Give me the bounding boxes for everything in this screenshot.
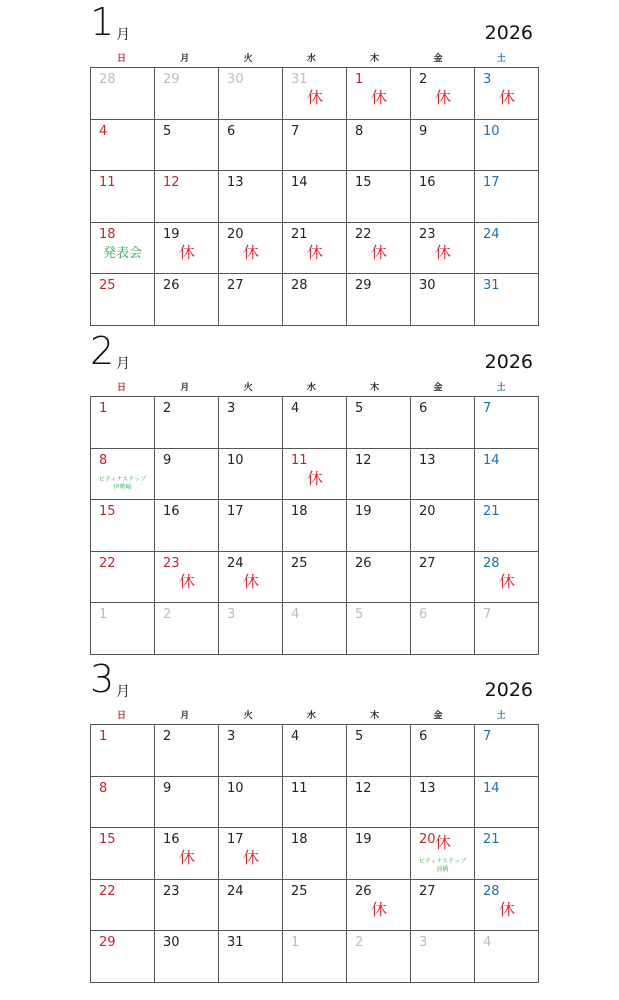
day-cell (91, 68, 155, 120)
day-number: 28 (291, 278, 308, 294)
day-number: 23 (419, 226, 436, 242)
day-cell (347, 171, 411, 223)
closed-day-mark: 休 (243, 242, 260, 262)
day-cell (283, 397, 347, 449)
day-cell (155, 931, 219, 983)
day-number: 9 (419, 123, 428, 139)
year-label: 2026 (484, 22, 533, 44)
weekday-header: 火 (243, 383, 253, 393)
day-cell (155, 68, 219, 120)
day-number: 20 (419, 504, 436, 520)
weekday-header: 金 (433, 383, 443, 393)
day-number: 3 (227, 729, 236, 744)
day-number: 4 (291, 401, 300, 416)
day-cell (219, 222, 283, 274)
day-cell (219, 551, 283, 603)
day-cell (283, 274, 347, 326)
day-cell (283, 879, 347, 931)
day-number: 30 (227, 72, 244, 87)
day-number: 21 (291, 226, 308, 242)
day-cell (155, 551, 219, 603)
day-cell (347, 119, 411, 171)
day-number: 6 (419, 607, 428, 623)
day-cell (283, 171, 347, 223)
month-number: 2 (90, 329, 115, 373)
month-grid (90, 67, 539, 326)
closed-day-mark: 休 (435, 88, 452, 107)
week-row (91, 931, 539, 983)
day-number: 10 (227, 452, 244, 468)
day-cell (91, 448, 155, 500)
day-number: 1 (99, 607, 108, 623)
day-cell (411, 500, 475, 552)
day-number: 7 (291, 123, 300, 139)
day-cell (411, 119, 475, 171)
day-cell (475, 222, 539, 274)
month-header (0, 329, 619, 377)
closed-day-mark: 休 (371, 899, 388, 919)
week-row (91, 603, 539, 655)
day-number: 26 (355, 883, 372, 899)
month-label: 月 (116, 356, 130, 372)
week-row (91, 448, 539, 500)
day-cell (155, 776, 219, 828)
day-cell (155, 725, 219, 777)
day-number: 18 (291, 832, 308, 848)
day-number: 6 (227, 123, 236, 139)
weekday-header: 木 (370, 54, 380, 64)
day-cell (347, 222, 411, 274)
day-number: 26 (163, 278, 180, 294)
day-number: 15 (99, 832, 116, 848)
weekday-header: 木 (370, 711, 380, 721)
closed-day-mark: 休 (499, 899, 516, 919)
day-cell (283, 222, 347, 274)
day-number: 16 (163, 504, 180, 520)
day-number: 31 (483, 278, 500, 294)
day-number: 25 (291, 883, 308, 899)
day-cell (411, 603, 475, 655)
closed-day-mark: 休 (499, 88, 516, 107)
day-number: 23 (163, 883, 180, 899)
day-number: 24 (227, 555, 244, 571)
day-number: 3 (227, 607, 236, 623)
event-label (91, 476, 154, 492)
day-number: 7 (483, 729, 492, 744)
closed-day-mark: 休 (371, 242, 388, 262)
weekday-row (90, 381, 533, 395)
day-cell (91, 879, 155, 931)
day-number: 22 (99, 555, 116, 571)
day-number: 15 (99, 504, 116, 520)
day-number: 14 (291, 175, 308, 191)
day-number: 8 (99, 780, 108, 796)
day-cell (219, 725, 283, 777)
day-number: 16 (419, 175, 436, 191)
day-cell (91, 222, 155, 274)
day-cell (411, 448, 475, 500)
day-number: 10 (227, 780, 244, 796)
day-number: 5 (355, 401, 364, 416)
day-number: 13 (227, 175, 244, 191)
weekday-header: 金 (433, 711, 443, 721)
weekday-header: 日 (116, 711, 126, 721)
day-number: 1 (99, 729, 108, 744)
day-cell (219, 776, 283, 828)
day-cell (347, 551, 411, 603)
day-cell (475, 776, 539, 828)
day-number: 14 (483, 452, 500, 468)
month-label: 月 (116, 684, 130, 700)
day-number: 29 (99, 935, 116, 951)
closed-day-mark: 休 (307, 88, 324, 107)
closed-day-mark: 休 (243, 848, 260, 868)
day-cell (475, 725, 539, 777)
event-label-line: 伊勢崎 (113, 483, 132, 491)
day-cell (155, 222, 219, 274)
day-cell (155, 171, 219, 223)
day-cell (219, 879, 283, 931)
month-number: 3 (90, 657, 115, 701)
day-cell (411, 551, 475, 603)
day-cell (155, 448, 219, 500)
week-row (91, 879, 539, 931)
day-cell (283, 500, 347, 552)
day-number: 26 (355, 555, 372, 571)
day-number: 17 (483, 175, 500, 191)
day-number: 6 (419, 401, 428, 416)
weekday-row (90, 52, 533, 66)
week-row (91, 171, 539, 223)
closed-day-mark: 休 (435, 833, 452, 853)
week-row (91, 500, 539, 552)
day-number: 30 (163, 935, 180, 951)
day-number: 2 (419, 72, 428, 87)
day-cell (283, 603, 347, 655)
day-number: 2 (163, 607, 172, 623)
day-number: 23 (163, 555, 180, 571)
day-cell (347, 828, 411, 880)
day-number: 18 (99, 226, 116, 242)
month-label: 月 (116, 27, 130, 43)
day-cell (283, 119, 347, 171)
day-cell (155, 603, 219, 655)
week-row (91, 119, 539, 171)
day-cell (91, 171, 155, 223)
week-row (91, 274, 539, 326)
day-cell (155, 500, 219, 552)
day-cell (347, 603, 411, 655)
day-number: 11 (291, 452, 308, 468)
day-number: 2 (163, 401, 172, 416)
day-number: 15 (355, 175, 372, 191)
day-cell (155, 397, 219, 449)
day-number: 22 (99, 883, 116, 899)
closed-day-mark: 休 (179, 571, 196, 591)
weekday-header: 金 (433, 54, 443, 64)
weekday-header: 火 (243, 54, 253, 64)
day-number: 9 (163, 780, 172, 796)
day-number: 13 (419, 780, 436, 796)
day-cell (91, 931, 155, 983)
day-cell (411, 931, 475, 983)
day-cell (475, 448, 539, 500)
day-number: 9 (163, 452, 172, 468)
day-number: 29 (163, 72, 180, 87)
day-cell (475, 551, 539, 603)
day-cell (411, 725, 475, 777)
month-header (0, 657, 619, 705)
day-cell (219, 931, 283, 983)
day-cell (91, 828, 155, 880)
day-cell (347, 448, 411, 500)
day-number: 5 (163, 123, 172, 139)
day-number: 12 (163, 175, 180, 191)
day-number: 12 (355, 452, 372, 468)
day-cell (411, 828, 475, 880)
day-cell (219, 68, 283, 120)
event-label: 発表会 (102, 245, 142, 261)
day-cell (475, 274, 539, 326)
weekday-header: 水 (306, 711, 316, 721)
event-label-line: 前橋 (436, 866, 449, 874)
weekday-header: 月 (180, 383, 190, 393)
weekday-header: 日 (116, 383, 126, 393)
weekday-header: 月 (180, 711, 190, 721)
weekday-header: 土 (496, 383, 506, 393)
day-number: 17 (227, 832, 244, 848)
closed-day-mark: 休 (307, 242, 324, 262)
day-cell (475, 397, 539, 449)
day-cell (91, 603, 155, 655)
weekday-header: 火 (243, 711, 253, 721)
day-number: 25 (291, 555, 308, 571)
week-row (91, 68, 539, 120)
weekday-header: 水 (306, 54, 316, 64)
day-number: 10 (483, 123, 500, 139)
day-cell (475, 879, 539, 931)
weekday-header: 月 (180, 54, 190, 64)
day-number: 12 (355, 780, 372, 796)
day-cell (347, 500, 411, 552)
day-cell (411, 68, 475, 120)
day-cell (475, 931, 539, 983)
day-number: 3 (419, 935, 428, 951)
day-cell (283, 448, 347, 500)
day-number: 31 (291, 72, 308, 87)
day-number: 11 (99, 175, 116, 191)
day-cell (219, 500, 283, 552)
day-cell (91, 397, 155, 449)
day-number: 25 (99, 278, 116, 294)
week-row (91, 551, 539, 603)
day-cell (219, 274, 283, 326)
year-label: 2026 (484, 351, 533, 373)
day-cell (283, 828, 347, 880)
day-cell (283, 931, 347, 983)
day-number: 19 (355, 504, 372, 520)
weekday-header: 木 (370, 383, 380, 393)
day-number: 19 (163, 226, 180, 242)
closed-day-mark: 休 (435, 242, 452, 262)
day-number: 1 (291, 935, 300, 951)
day-number: 1 (355, 72, 364, 87)
day-cell (283, 551, 347, 603)
closed-day-mark: 休 (371, 88, 388, 107)
day-cell (347, 931, 411, 983)
day-cell (155, 274, 219, 326)
day-cell (91, 551, 155, 603)
weekday-row (90, 709, 533, 723)
day-number: 14 (483, 780, 500, 796)
day-number: 29 (355, 278, 372, 294)
day-number: 4 (291, 729, 300, 744)
day-cell (347, 397, 411, 449)
weekday-header: 日 (116, 54, 126, 64)
day-cell (91, 500, 155, 552)
day-number: 19 (355, 832, 372, 848)
day-number: 27 (419, 555, 436, 571)
day-number: 6 (419, 729, 428, 744)
day-cell (475, 119, 539, 171)
day-number: 1 (99, 401, 108, 416)
day-cell (283, 725, 347, 777)
day-cell (219, 397, 283, 449)
day-cell (475, 171, 539, 223)
event-label-line: ビティナステップ (418, 858, 467, 866)
event-label-line: ビティナステップ (98, 475, 147, 483)
day-cell (155, 879, 219, 931)
day-number: 17 (227, 504, 244, 520)
day-cell (91, 119, 155, 171)
year-label: 2026 (484, 679, 533, 701)
day-number: 22 (355, 226, 372, 242)
month-header (0, 0, 619, 48)
day-cell (347, 879, 411, 931)
day-number: 11 (291, 780, 308, 796)
closed-day-mark: 休 (307, 468, 324, 488)
day-number: 2 (163, 729, 172, 744)
day-number: 7 (483, 607, 492, 623)
day-number: 4 (99, 123, 108, 139)
day-cell (411, 879, 475, 931)
day-cell (219, 119, 283, 171)
day-number: 2 (355, 935, 364, 951)
day-cell (219, 828, 283, 880)
day-number: 30 (419, 278, 436, 294)
day-number: 28 (99, 72, 116, 87)
day-cell (283, 68, 347, 120)
weekday-header: 土 (496, 711, 506, 721)
day-number: 31 (227, 935, 244, 951)
day-number: 4 (291, 607, 300, 623)
week-row (91, 725, 539, 777)
day-cell (347, 725, 411, 777)
day-number: 18 (291, 504, 308, 520)
weekday-header: 水 (306, 383, 316, 393)
day-number: 7 (483, 401, 492, 416)
day-cell (347, 274, 411, 326)
day-number: 16 (163, 832, 180, 848)
closed-day-mark: 休 (179, 242, 196, 262)
month-grid (90, 724, 539, 983)
day-cell (91, 725, 155, 777)
day-number: 27 (419, 883, 436, 899)
day-number: 4 (483, 935, 492, 951)
day-cell (219, 171, 283, 223)
day-number: 21 (483, 504, 500, 520)
closed-day-mark: 休 (499, 571, 516, 591)
day-number: 8 (99, 452, 108, 468)
week-row (91, 222, 539, 274)
day-cell (155, 119, 219, 171)
closed-day-mark: 休 (243, 571, 260, 591)
day-cell (475, 500, 539, 552)
day-number: 20 (227, 226, 244, 242)
day-cell (91, 776, 155, 828)
day-cell (411, 274, 475, 326)
day-cell (411, 222, 475, 274)
day-cell (347, 776, 411, 828)
day-number: 3 (227, 401, 236, 416)
day-number: 3 (483, 72, 492, 87)
day-number: 28 (483, 883, 500, 899)
month-number: 1 (90, 0, 115, 44)
month-grid (90, 396, 539, 655)
day-cell (91, 274, 155, 326)
day-cell (283, 776, 347, 828)
day-cell (411, 776, 475, 828)
day-cell (347, 68, 411, 120)
day-number: 5 (355, 607, 364, 623)
day-number: 24 (227, 883, 244, 899)
day-cell (475, 68, 539, 120)
day-number: 27 (227, 278, 244, 294)
week-row (91, 397, 539, 449)
week-row (91, 776, 539, 828)
day-cell (475, 828, 539, 880)
day-cell (411, 397, 475, 449)
day-cell (475, 603, 539, 655)
day-number: 28 (483, 555, 500, 571)
day-number: 8 (355, 123, 364, 139)
day-number: 21 (483, 832, 500, 848)
day-number: 24 (483, 226, 500, 242)
day-number: 5 (355, 729, 364, 744)
day-number: 20 (419, 832, 436, 848)
day-cell (155, 828, 219, 880)
day-cell (219, 448, 283, 500)
weekday-header: 土 (496, 54, 506, 64)
week-row (91, 828, 539, 880)
event-label (411, 858, 474, 874)
day-number: 13 (419, 452, 436, 468)
day-cell (219, 603, 283, 655)
day-cell (411, 171, 475, 223)
closed-day-mark: 休 (179, 848, 196, 868)
